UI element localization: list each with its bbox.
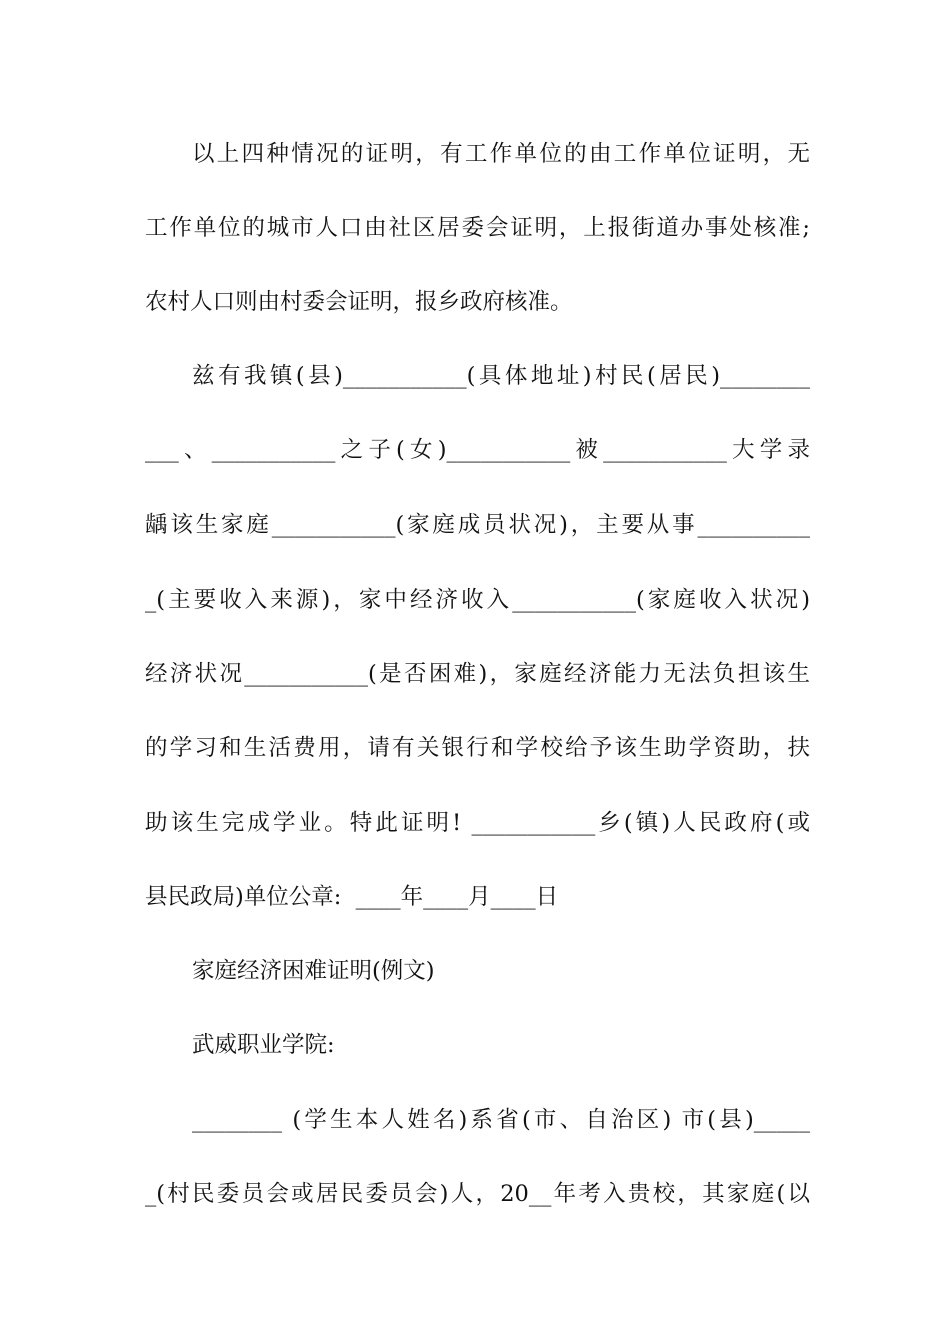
paragraph-line: ___、___________之子(女)___________被___________大学录: [145, 437, 810, 463]
paragraph-line: 兹有我镇(县)___________(具体地址)村民(居民)________: [192, 363, 810, 389]
paragraph-line: 经济状况___________(是否困难)，家庭经济能力无法负担该生: [145, 661, 810, 687]
paragraph-line: _(村民委员会或居民委员会)人，20__年考入贵校，其家庭(以: [145, 1181, 810, 1207]
section-title: 家庭经济困难证明(例文): [192, 958, 435, 984]
paragraph-line: ________ (学生本人姓名)系省(市、自治区) 市(县)_____: [192, 1107, 810, 1133]
paragraph-line: 助该生完成学业。特此证明! ___________乡(镇)人民政府(或: [145, 810, 810, 836]
paragraph-line: 农村人口则由村委会证明，报乡政府核准。: [145, 289, 573, 315]
paragraph-line: 龋该生家庭___________(家庭成员状况)，主要从事__________: [145, 512, 810, 538]
salutation: 武威职业学院:: [192, 1032, 335, 1058]
paragraph-line: 的学习和生活费用，请有关银行和学校给予该生助学资助，扶: [145, 735, 810, 761]
paragraph-line: 以上四种情况的证明，有工作单位的由工作单位证明，无: [192, 141, 810, 167]
paragraph-line: 县民政局)单位公章: ____年____月____日: [145, 884, 559, 910]
paragraph-line: 工作单位的城市人口由社区居委会证明，上报街道办事处核准;: [145, 215, 810, 241]
paragraph-line: _(主要收入来源)，家中经济收入___________(家庭收入状况): [145, 587, 810, 613]
